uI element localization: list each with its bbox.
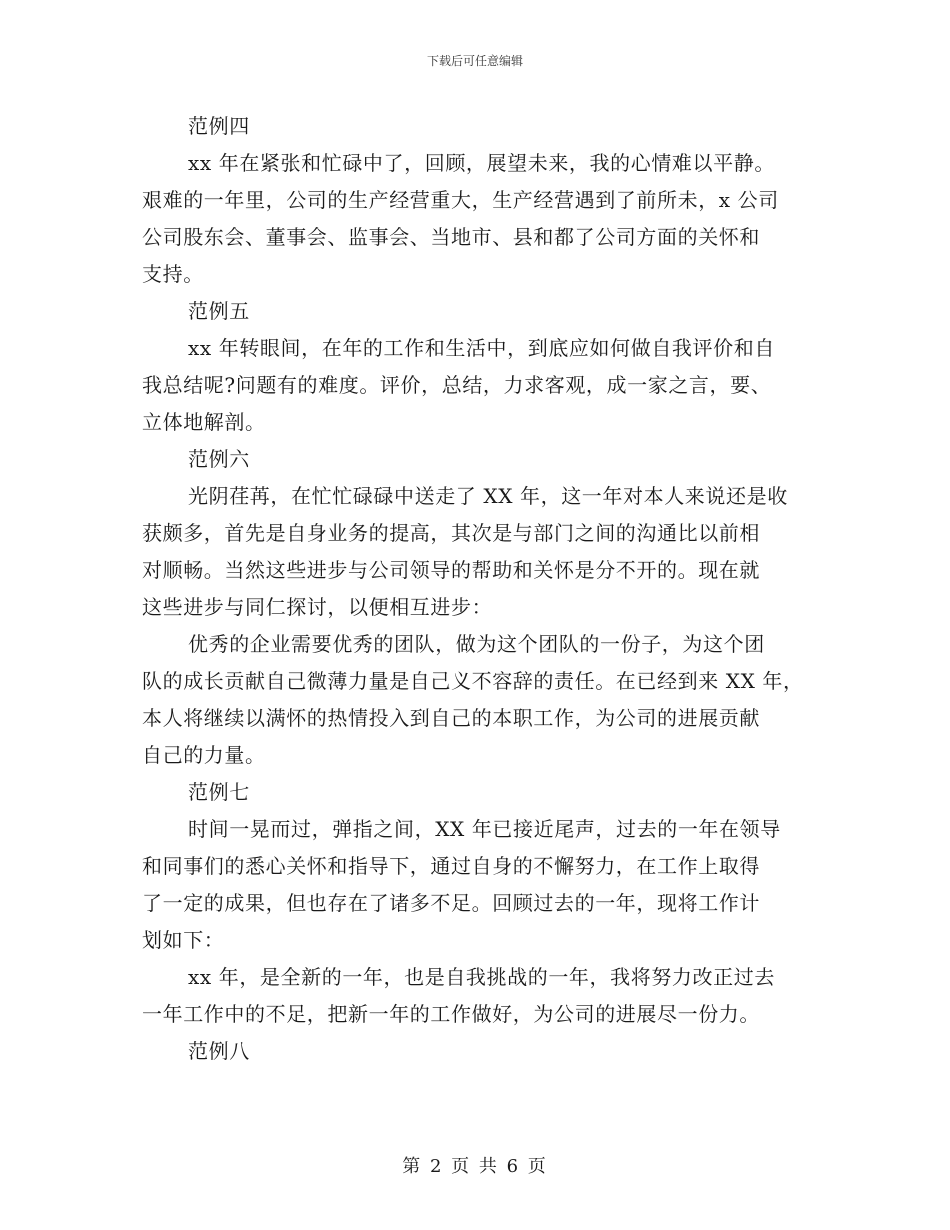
paragraph-line: 时间一晃而过，弹指之间，XX 年已接近尾声，过去的一年在领导 <box>188 817 781 841</box>
paragraph-line: 获颇多，首先是自身业务的提高，其次是与部门之间的沟通比以前相 <box>142 521 760 545</box>
paragraph-line: 一年工作中的不足，把新一年的工作做好，为公司的进展尽一份力。 <box>142 1002 760 1026</box>
section-heading: 范例七 <box>188 780 250 804</box>
section-heading: 范例四 <box>188 114 250 138</box>
paragraph-line: 了一定的成果，但也存在了诸多不足。回顾过去的一年，现将工作计 <box>142 891 760 915</box>
page-header: 下载后可任意编辑 <box>426 54 523 68</box>
paragraph-line: 本人将继续以满怀的热情投入到自己的本职工作，为公司的进展贡献 <box>142 706 760 730</box>
paragraph-line: 和同事们的悉心关怀和指导下，通过自身的不懈努力，在工作上取得 <box>142 854 760 878</box>
paragraph-line: 光阴荏苒，在忙忙碌碌中送走了 XX 年，这一年对本人来说还是收 <box>188 484 788 508</box>
paragraph-line: 公司股东会、董事会、监事会、当地市、县和都了公司方面的关怀和 <box>142 225 760 249</box>
paragraph-line: 对顺畅。当然这些进步与公司领导的帮助和关怀是分不开的。现在就 <box>142 558 760 582</box>
paragraph-line: xx 年在紧张和忙碌中了，回顾，展望未来，我的心情难以平静。 <box>188 151 775 175</box>
paragraph-line: 我总结呢?问题有的难度。评价，总结，力求客观，成一家之言，要、 <box>142 373 772 397</box>
section-heading: 范例八 <box>188 1039 250 1063</box>
paragraph-line: 支持。 <box>142 262 204 286</box>
paragraph-line: xx 年转眼间，在年的工作和生活中，到底应如何做自我评价和自 <box>188 336 775 360</box>
page-footer: 第 2 页 共 6 页 <box>402 1156 548 1177</box>
section-heading: 范例六 <box>188 447 250 471</box>
paragraph-line: 艰难的一年里，公司的生产经营重大，生产经营遇到了前所未，x 公司 <box>142 188 779 212</box>
paragraph-line: 划如下： <box>142 928 225 952</box>
paragraph-line: 自己的力量。 <box>142 743 266 767</box>
section-heading: 范例五 <box>188 299 250 323</box>
paragraph-line: 队的成长贡献自己微薄力量是自己义不容辞的责任。在已经到来 XX 年， <box>142 669 804 693</box>
paragraph-line: xx 年，是全新的一年，也是自我挑战的一年，我将努力改正过去 <box>188 965 775 989</box>
document-body <box>142 108 810 1070</box>
paragraph-line: 立体地解剖。 <box>142 410 266 434</box>
paragraph-line: 这些进步与同仁探讨，以便相互进步： <box>142 595 493 619</box>
paragraph-line: 优秀的企业需要优秀的团队，做为这个团队的一份子，为这个团 <box>188 632 765 656</box>
